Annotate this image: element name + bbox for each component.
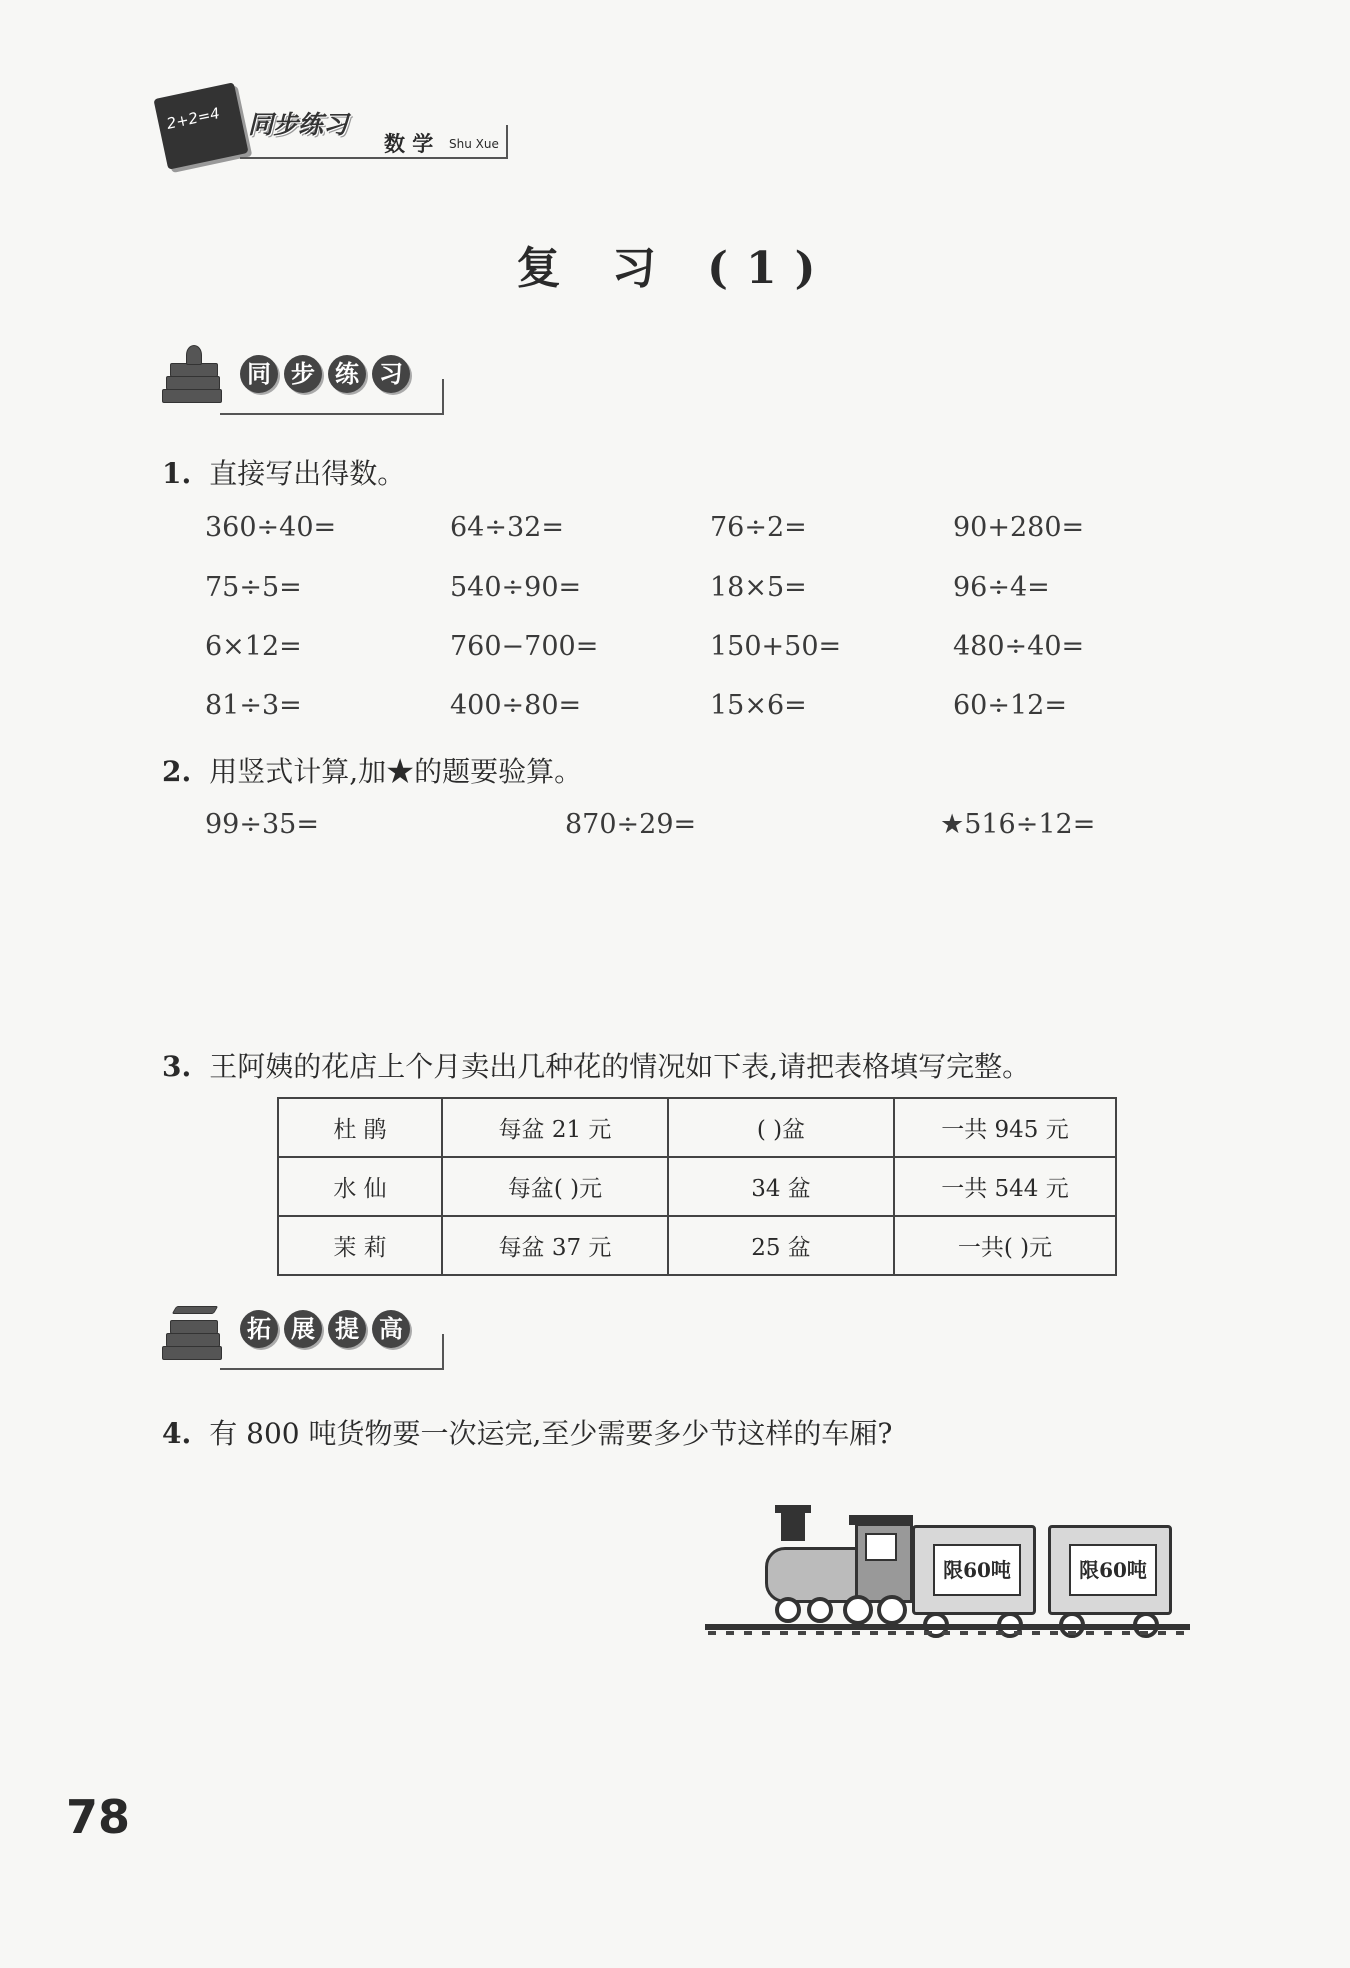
question-number: 2. (162, 755, 192, 788)
car-limit-label: 限60吨 (1069, 1544, 1157, 1596)
expr: 400÷80= (450, 690, 582, 721)
rail-track (705, 1624, 1190, 1630)
expr: 76÷2= (710, 512, 807, 543)
expr: 18×5= (710, 572, 807, 603)
table-cell: 一共 544 元 (894, 1157, 1116, 1216)
expr: 6×12= (205, 631, 302, 662)
question-4 (162, 1412, 892, 1452)
question-text: 直接写出得数。 (209, 457, 406, 490)
table-cell: 水 仙 (278, 1157, 442, 1216)
expr: 480÷40= (953, 631, 1085, 662)
expr: 15×6= (710, 690, 807, 721)
freight-car (1048, 1525, 1172, 1615)
table-cell: 25 盆 (668, 1216, 894, 1275)
header-divider (506, 125, 508, 159)
table-cell: 每盆 37 元 (442, 1216, 668, 1275)
question-text: 王阿姨的花店上个月卖出几种花的情况如下表,请把表格填写完整。 (209, 1050, 1031, 1083)
page-number: 78 (66, 1790, 131, 1844)
badge-char: 习 (372, 355, 410, 393)
table-cell[interactable]: ( )盆 (668, 1098, 894, 1157)
expr: 60÷12= (953, 690, 1067, 721)
table-cell: 一共 945 元 (894, 1098, 1116, 1157)
section-extension-badge (160, 1300, 460, 1370)
expr: 64÷32= (450, 512, 564, 543)
table-row (278, 1216, 1116, 1275)
badge-char: 同 (240, 355, 278, 393)
freight-car (912, 1525, 1036, 1615)
page-title: 复 习 (1) (516, 243, 834, 294)
expr: 760−700= (450, 631, 599, 662)
question-1 (162, 452, 405, 492)
expr: 90+280= (953, 512, 1085, 543)
chalkboard-logo-icon (153, 82, 248, 169)
series-title: 同步练习 (248, 110, 349, 139)
question-number: 1. (162, 457, 192, 490)
expr: 99÷35= (205, 809, 319, 840)
flower-sales-table (277, 1097, 1117, 1276)
expr: 75÷5= (205, 572, 302, 603)
subject-pinyin: Shu Xue (449, 137, 499, 151)
section-practice-badge (160, 345, 460, 415)
car-limit-label: 限60吨 (933, 1544, 1021, 1596)
expr: ★516÷12= (940, 809, 1096, 840)
expr: 870÷29= (565, 809, 697, 840)
table-row (278, 1098, 1116, 1157)
subject-label: 数 学 (384, 132, 434, 156)
expr: 96÷4= (953, 572, 1050, 603)
question-number: 3. (162, 1050, 192, 1083)
badge-char: 拓 (240, 1310, 278, 1348)
graduation-cap-books-icon (160, 1314, 224, 1358)
badge-char: 高 (372, 1310, 410, 1348)
table-row (278, 1157, 1116, 1216)
badge-char: 展 (284, 1310, 322, 1348)
table-cell[interactable]: 每盆( )元 (442, 1157, 668, 1216)
question-text: 用竖式计算,加★的题要验算。 (209, 755, 583, 788)
rail-sleepers (708, 1631, 1188, 1635)
badge-char: 步 (284, 355, 322, 393)
table-cell: 每盆 21 元 (442, 1098, 668, 1157)
expr: 150+50= (710, 631, 842, 662)
badge-char: 提 (328, 1310, 366, 1348)
books-icon (160, 359, 224, 403)
question-3 (162, 1045, 1030, 1085)
header-underline (240, 157, 508, 159)
expr: 81÷3= (205, 690, 302, 721)
question-2 (162, 750, 582, 790)
table-cell[interactable]: 一共( )元 (894, 1216, 1116, 1275)
table-cell: 杜 鹃 (278, 1098, 442, 1157)
question-text: 有 800 吨货物要一次运完,至少需要多少节这样的车厢? (209, 1417, 893, 1450)
table-cell: 34 盆 (668, 1157, 894, 1216)
table-cell: 茉 莉 (278, 1216, 442, 1275)
expr: 540÷90= (450, 572, 582, 603)
badge-char: 练 (328, 355, 366, 393)
locomotive-icon (765, 1505, 910, 1625)
question-number: 4. (162, 1417, 192, 1450)
expr: 360÷40= (205, 512, 337, 543)
board-text: 2+2=4 (164, 104, 222, 133)
